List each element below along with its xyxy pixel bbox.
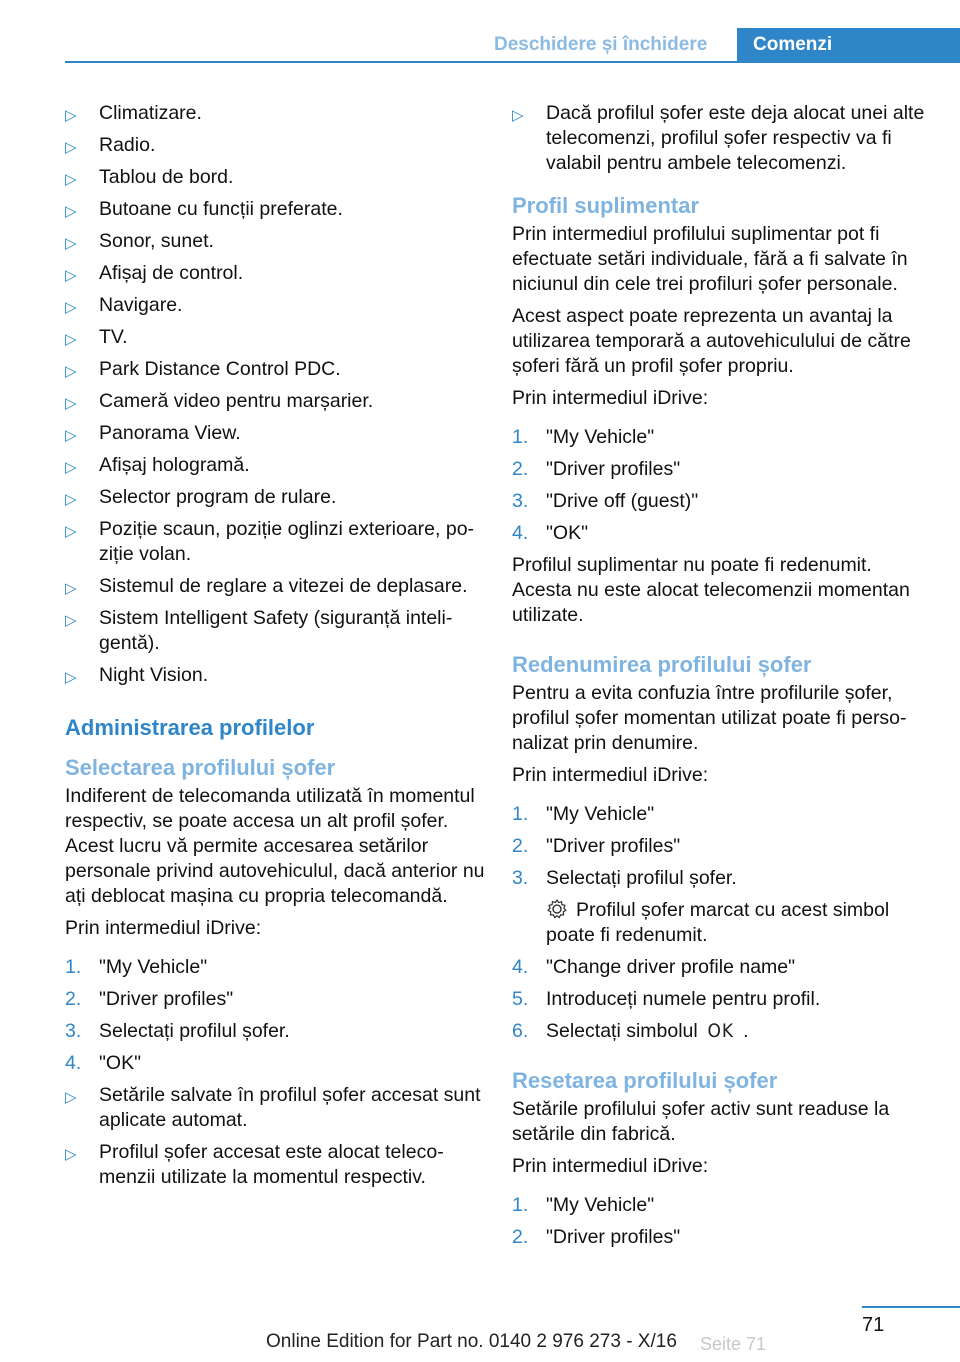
list-item: ▷ Navigare. [65, 293, 485, 318]
list-item: ▷ Selector program de rulare. [65, 485, 485, 510]
step-number: 2. [512, 458, 529, 480]
step-number: 1. [512, 803, 529, 825]
list-item: ▷ Cameră video pentru marșarier. [65, 389, 485, 414]
list-item: ▷ Sonor, sunet. [65, 229, 485, 254]
step-number: 3. [512, 867, 529, 889]
bullet-icon: ▷ [65, 669, 77, 686]
right-column [512, 101, 927, 1257]
list-item: 5. Introduceți numele pentru profil. [512, 988, 821, 1010]
paragraph: Profilul suplimentar nu poate fi redenumit. Acesta nu este alocat telecomenzii momentan utilizate. [512, 554, 910, 626]
list-item: ▷ Sistem Intelligent Safety (siguranță inteligentă). [65, 607, 453, 654]
bullet-icon: ▷ [65, 427, 77, 444]
bullet-icon: ▷ [65, 107, 77, 124]
list-item: ▷ Poziție scaun, poziție oglinzi exterioare, poziție volan. [65, 518, 475, 565]
bullet-icon: ▷ [65, 363, 77, 380]
list-item: 3. Selectați profilul șofer. [65, 1020, 290, 1042]
watermark: Seite 71 [700, 1334, 767, 1354]
list-item: ▷ Night Vision. [65, 663, 485, 688]
bullet-icon: ▷ [65, 203, 77, 220]
bullet-icon: ▷ [65, 331, 77, 348]
bullet-icon: ▷ [65, 139, 77, 156]
header-rule [65, 61, 960, 63]
list-item: 1. "My Vehicle" [512, 803, 655, 825]
paragraph: Prin intermediul iDrive: [512, 764, 709, 786]
list-item: ▷ Sistemul de reglare a vitezei de deplasare. [65, 574, 485, 599]
list-item: ▷ Butoane cu funcții preferate. [65, 197, 485, 222]
list-item: 1. "My Vehicle" [512, 1194, 655, 1216]
list-item: 1. "My Vehicle" [512, 426, 655, 448]
paragraph: Prin intermediul profilului suplimentar pot fi efectuate setări individuale, fără a fi salvate în niciunul din cele trei profiluri șofer personale. [512, 223, 908, 295]
step-number: 2. [65, 988, 82, 1010]
bullet-icon: ▷ [65, 523, 77, 540]
ok-symbol-icon: OK [707, 1020, 734, 1042]
list-item: ▷ Park Distance Control PDC. [65, 357, 485, 382]
list-item: 2. "Driver profiles" [512, 458, 681, 480]
step-number: 2. [512, 1226, 529, 1248]
list-item: ▷ TV. [65, 325, 485, 350]
list-item: ▷ Afișaj de control. [65, 261, 485, 286]
bullet-icon: ▷ [65, 612, 77, 629]
step-number: 3. [512, 490, 529, 512]
list-item: ▷ Panorama View. [65, 421, 485, 446]
header-chapter-tab[interactable]: Comenzi [737, 28, 960, 61]
gear-icon [546, 898, 568, 920]
list-item: 4. "OK" [65, 1052, 142, 1074]
subsection-heading: Resetarea profilului șofer [512, 1068, 778, 1093]
list-item: 3. Selectați profilul șofer. Profilul șofer marcat cu acest simbol poate fi redenumit. [512, 866, 927, 948]
list-item: 6. Selectați simbolul OK . [512, 1020, 749, 1042]
step-number: 1. [65, 956, 82, 978]
list-item: ▷ Tablou de bord. [65, 165, 485, 190]
list-item: 2. "Driver profiles" [512, 1226, 681, 1248]
list-item: 4. "Change driver profile name" [512, 956, 796, 978]
list-item: 4. "OK" [512, 522, 589, 544]
step-number: 3. [65, 1020, 82, 1042]
step-number: 6. [512, 1020, 529, 1042]
bullet-icon: ▷ [65, 459, 77, 476]
list-item: ▷ Climatizare. [65, 101, 485, 126]
list-item: ▷ Profilul șofer accesat este alocat telecomenzii utilizate la momentul respectiv. [65, 1141, 444, 1188]
bullet-icon: ▷ [65, 235, 77, 252]
edition-footer: Online Edition for Part no. 0140 2 976 273 - X/16 [266, 1331, 677, 1352]
page-number: 71 [862, 1314, 885, 1336]
list-item: ▷ Dacă profilul șofer este deja alocat unei alte telecomenzi, profilul șofer respectiv va fi valabil pentru ambele telecomenzi. [512, 102, 925, 174]
bullet-icon: ▷ [65, 1089, 77, 1106]
bullet-icon: ▷ [65, 267, 77, 284]
list-item: ▷ Afișaj hologramă. [65, 453, 485, 478]
paragraph: Prin intermediul iDrive: [512, 387, 709, 409]
step-number: 2. [512, 835, 529, 857]
paragraph: Indiferent de telecomanda utilizată în momentul respectiv, se poate accesa un alt profil șofer. Acest lucru vă permite accesarea setărilor personale privind autovehiculul, dacă anterior nu ați deblocat mașina cu propria telecomandă. [65, 785, 485, 907]
bullet-icon: ▷ [65, 1146, 77, 1163]
paragraph: Acest aspect poate reprezenta un avantaj la utilizarea temporară a autovehiculului de către șoferi fără un profil șofer propriu. [512, 305, 911, 377]
list-item: 2. "Driver profiles" [65, 988, 234, 1010]
footer-rule [862, 1306, 960, 1308]
step-number: 4. [65, 1052, 82, 1074]
list-item: 3. "Drive off (guest)" [512, 490, 699, 512]
paragraph: Pentru a evita confuzia între profilurile șofer, profilul șofer momentan utilizat poate fi personalizat prin denumire. [512, 682, 907, 754]
subsection-heading: Redenumirea profilului șofer [512, 652, 812, 677]
list-item: 1. "My Vehicle" [65, 956, 208, 978]
paragraph: Prin intermediul iDrive: [512, 1155, 709, 1177]
header-section-title: Deschidere și închidere [494, 34, 708, 55]
paragraph: Prin intermediul iDrive: [65, 917, 262, 939]
bullet-icon: ▷ [65, 580, 77, 597]
step-number: 1. [512, 426, 529, 448]
section-heading: Administrarea profilelor [65, 715, 315, 740]
step-number: 5. [512, 988, 529, 1010]
bullet-icon: ▷ [65, 299, 77, 316]
left-column [65, 101, 485, 1197]
bullet-icon: ▷ [65, 395, 77, 412]
bullet-icon: ▷ [512, 107, 524, 124]
step-number: 4. [512, 522, 529, 544]
bullet-icon: ▷ [65, 171, 77, 188]
subsection-heading: Selectarea profilului șofer [65, 755, 336, 780]
subsection-heading: Profil suplimentar [512, 193, 700, 218]
step-note: Profilul șofer marcat cu acest simbol poate fi redenumit. [546, 899, 890, 946]
paragraph: Setările profilului șofer activ sunt readuse la setările din fabrică. [512, 1098, 890, 1145]
list-item: ▷ Setările salvate în profilul șofer accesat sunt aplicate automat. [65, 1084, 481, 1131]
step-number: 4. [512, 956, 529, 978]
bullet-icon: ▷ [65, 491, 77, 508]
list-item: 2. "Driver profiles" [512, 835, 681, 857]
list-item: ▷ Radio. [65, 133, 485, 158]
step-number: 1. [512, 1194, 529, 1216]
